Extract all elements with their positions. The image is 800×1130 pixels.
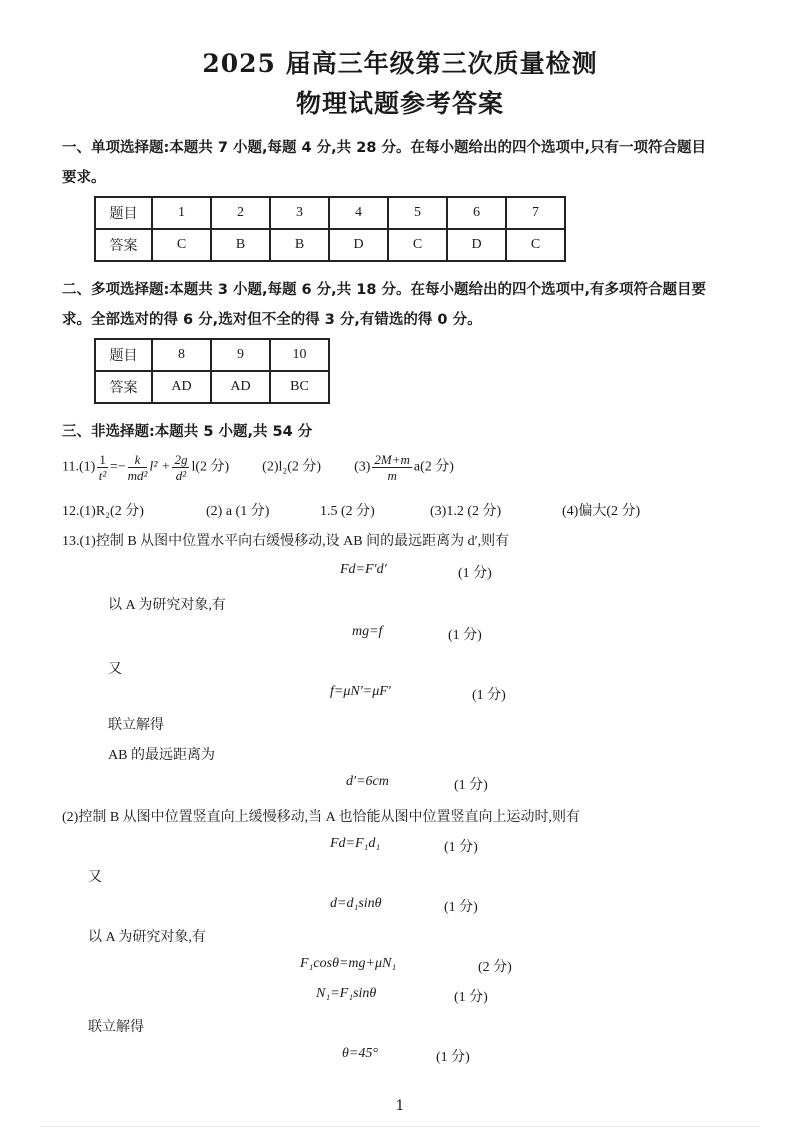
q13-equation5: Fd=F₁d₁	[330, 836, 381, 851]
q13-score2: (1 分)	[448, 628, 482, 643]
q13-equation4: d′=6cm	[346, 774, 389, 789]
q13-equation7: F₁cosθ=mg+μN₁	[300, 956, 397, 971]
table-row	[95, 371, 329, 403]
row-label: 题目	[95, 339, 152, 371]
q12-part2: (2) a (1 分)	[206, 504, 270, 519]
q11-part3-prefix: (3)	[354, 459, 371, 475]
multi-choice-answer-table	[94, 338, 330, 404]
table-row	[95, 339, 329, 371]
footer-divider	[40, 1126, 760, 1127]
q11-prefix: 11.(1)	[62, 459, 96, 475]
table-cell: 8	[152, 339, 211, 371]
q13-line4: 联立解得	[108, 718, 164, 733]
q12-part4: (3)1.2 (2 分)	[430, 504, 502, 519]
table-cell: D	[447, 229, 506, 261]
q12-part5: (4)偏大(2 分)	[562, 504, 641, 519]
section1-heading-cont: 要求。	[62, 170, 106, 186]
table-cell: 4	[329, 197, 388, 229]
row-label: 答案	[95, 229, 152, 261]
table-cell: C	[506, 229, 565, 261]
q13-equation8: N₁=F₁sinθ	[316, 986, 377, 1001]
q13-equation2: mg=f	[352, 624, 383, 639]
section2-heading: 二、多项选择题:本题共 3 小题,每题 6 分,共 18 分。在每小题给出的四个选项中,有多项符合题目要	[62, 282, 706, 298]
q13-equation3: f=μN′=μF′	[330, 684, 391, 699]
q13-score5: (1 分)	[444, 840, 478, 855]
q11-line: 11.(1) $\frac{1}{\text{t²}}$ =− $\frac{k}{\text{md²}}$ l² + $\frac{2g}{\text{d²}}$ l(2 分) (2)l₂(2 分) (3) $\frac{2M+m}{m}$ a(2 分)	[62, 452, 454, 483]
q13-line1: 13.(1)控制 B 从图中位置水平向右缓慢移动,设 AB 间的最远距离为 d′,则有	[62, 534, 510, 549]
q13-score1: (1 分)	[458, 566, 492, 581]
table-cell: AD	[211, 371, 270, 403]
q13-line8: 以 A 为研究对象,有	[88, 930, 206, 945]
table-cell: C	[152, 229, 211, 261]
table-cell: B	[211, 229, 270, 261]
table-cell: BC	[270, 371, 329, 403]
section1-heading: 一、单项选择题:本题共 7 小题,每题 4 分,共 28 分。在每小题给出的四个选项中,只有一项符合题目	[62, 140, 706, 156]
row-label: 答案	[95, 371, 152, 403]
page-subtitle: 物理试题参考答案	[295, 89, 504, 118]
q13-score6: (1 分)	[444, 900, 478, 915]
table-cell: AD	[152, 371, 211, 403]
q13-score4: (1 分)	[454, 778, 488, 793]
q13-line6: (2)控制 B 从图中位置竖直向上缓慢移动,当 A 也恰能从图中位置竖直向上运动时,则有	[62, 810, 580, 825]
single-choice-answer-table	[94, 196, 566, 262]
q13-line7: 又	[88, 870, 102, 885]
q13-line5: AB 的最远距离为	[108, 748, 215, 763]
table-cell: 1	[152, 197, 211, 229]
table-cell: 6	[447, 197, 506, 229]
q11-fraction-1: $\frac{1}{\text{t²}}$	[98, 452, 107, 483]
q11-fraction-4: $\frac{2M+m}{m}$	[374, 452, 410, 483]
page-title: 2025 届高三年级第三次质量检测	[202, 49, 598, 78]
table-cell: B	[270, 229, 329, 261]
table-cell: 9	[211, 339, 270, 371]
section3-heading: 三、非选择题:本题共 5 小题,共 54 分	[62, 424, 313, 440]
q13-score3: (1 分)	[472, 688, 506, 703]
q13-line9: 联立解得	[88, 1020, 144, 1035]
q12-part3: 1.5 (2 分)	[320, 504, 375, 519]
q11-part2: (2)l₂(2 分)	[262, 459, 322, 475]
table-row	[95, 197, 565, 229]
page-number: 1	[395, 1098, 405, 1114]
q13-score8: (1 分)	[454, 990, 488, 1005]
q12-part1: 12.(1)R₂(2 分)	[62, 504, 144, 519]
q13-equation9: θ=45°	[342, 1046, 378, 1061]
table-cell: 2	[211, 197, 270, 229]
table-row	[95, 229, 565, 261]
q11-fraction-3: $\frac{2g}{\text{d²}}$	[174, 452, 188, 483]
q13-score7: (2 分)	[478, 960, 512, 975]
table-cell: C	[388, 229, 447, 261]
q13-score9: (1 分)	[436, 1050, 470, 1065]
q11-fraction-2: $\frac{k}{\text{md²}}$	[127, 452, 148, 483]
q11-part3-tail: a(2 分)	[413, 459, 454, 475]
q13-equation6: d=d₁sinθ	[330, 896, 382, 911]
table-cell: 10	[270, 339, 329, 371]
table-cell: 5	[388, 197, 447, 229]
table-cell: 3	[270, 197, 329, 229]
q13-line2: 以 A 为研究对象,有	[108, 598, 226, 613]
q13-equation1: Fd=F′d′	[340, 562, 387, 577]
row-label: 题目	[95, 197, 152, 229]
table-cell: 7	[506, 197, 565, 229]
section2-heading-cont: 求。全部选对的得 6 分,选对但不全的得 3 分,有错选的得 0 分。	[62, 312, 482, 328]
q13-line3: 又	[108, 662, 122, 677]
table-cell: D	[329, 229, 388, 261]
